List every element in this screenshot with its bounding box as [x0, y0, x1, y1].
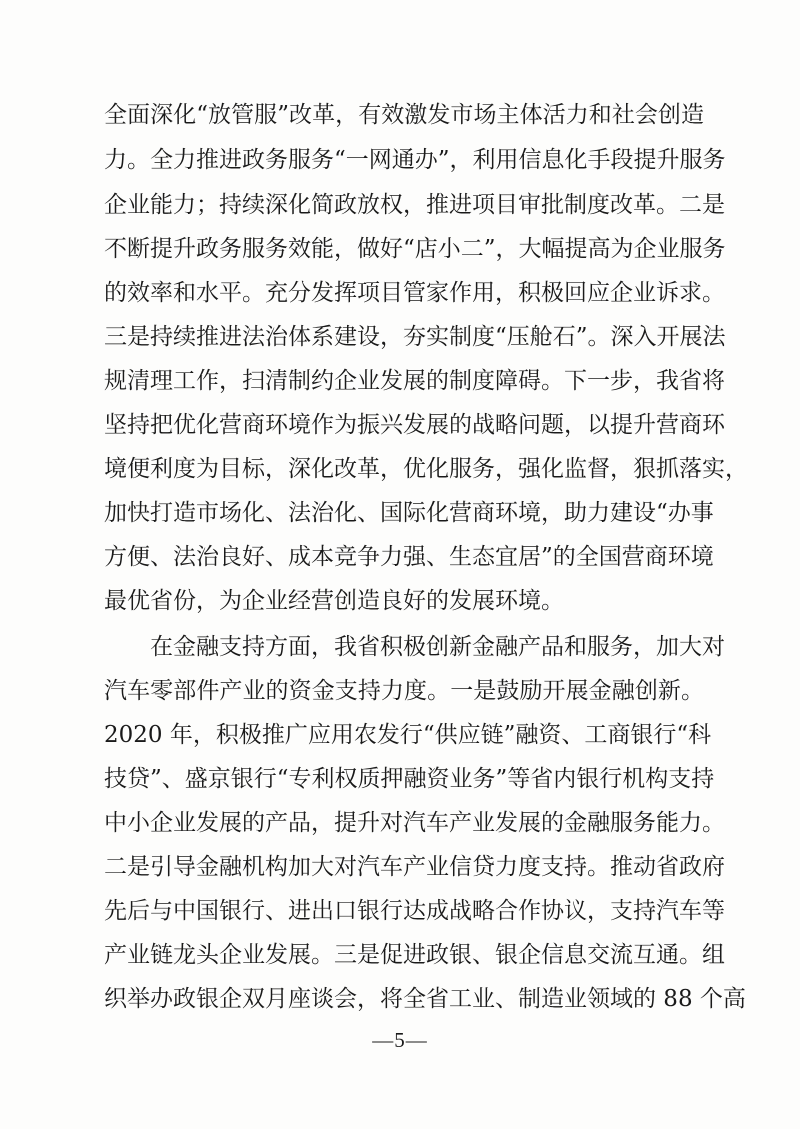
text-line: 的效率和水平。充分发挥项目管家作用，积极回应企业诉求。 [104, 280, 725, 306]
text-line: 中小企业发展的产品，提升对汽车产业发展的金融服务能力。 [104, 810, 725, 836]
text-line: 不断提升政务服务效能，做好“店小二”，大幅提高为企业服务 [104, 236, 726, 262]
text-line: 全面深化“放管服”改革，有效激发市场主体活力和社会创造 [104, 102, 704, 128]
page-number: —5— [372, 1028, 428, 1052]
text-line: 力。全力推进政务服务“一网通办”，利用信息化手段提升服务 [104, 147, 726, 173]
text-line: 产业链龙头企业发展。三是促进政银、银企信息交流互通。组 [104, 942, 725, 968]
text-line: 加快打造市场化、法治化、国际化营商环境，助力建设“办事 [104, 500, 714, 526]
text-line: 境便利度为目标，深化改革，优化服务，强化监督，狠抓落实， [104, 456, 748, 482]
text-line: 技贷”、盛京银行“专利权质押融资业务”等省内银行机构支持 [104, 766, 715, 792]
text-line: 坚持把优化营商环境作为振兴发展的战略问题，以提升营商环 [104, 412, 725, 438]
text-line: 织举办政银企双月座谈会，将全省工业、制造业领域的 88 个高 [104, 986, 746, 1012]
text-line: 规清理工作，扫清制约企业发展的制度障碍。下一步，我省将 [104, 368, 725, 394]
text-line: 三是持续推进法治体系建设，夯实制度“压舱石”。深入开展法 [104, 324, 726, 350]
text-line: 先后与中国银行、进出口银行达成战略合作协议，支持汽车等 [104, 898, 725, 924]
text-line: 方便、法治良好、成本竞争力强、生态宜居”的全国营商环境 [104, 544, 714, 570]
text-line: 2020 年，积极推广应用农发行“供应链”融资、工商银行“科 [104, 722, 712, 748]
paragraph-first-line: 在金融支持方面，我省积极创新金融产品和服务，加大对 [150, 634, 725, 660]
text-line: 汽车零部件产业的资金支持力度。一是鼓励开展金融创新。 [104, 678, 704, 704]
text-line: 最优省份，为企业经营创造良好的发展环境。 [104, 588, 564, 614]
text-line: 二是引导金融机构加大对汽车产业信贷力度支持。推动省政府 [104, 854, 725, 880]
text-line: 企业能力；持续深化简政放权，推进项目审批制度改革。二是 [104, 192, 725, 218]
